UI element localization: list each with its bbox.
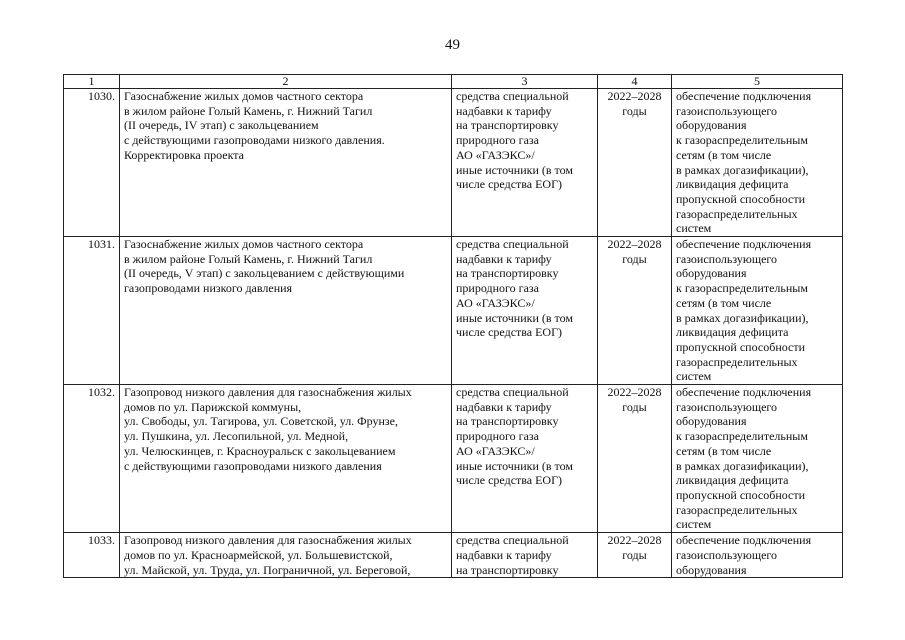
object-name: Газоснабжение жилых домов частного сектора в жилом районе Голый Камень, г. Нижний Тагил (II очередь, IV этап) с закольцеванием с действующими газопроводами низкого давления. Корректировка проекта — [120, 89, 452, 237]
expected-result: обеспечение подключения газоиспользующего оборудования — [672, 533, 843, 578]
row-number: 1031. — [64, 237, 120, 385]
table-row — [64, 533, 843, 578]
row-number: 1030. — [64, 89, 120, 237]
implementation-period: 2022–2028 годы — [598, 533, 672, 578]
table-header-row — [64, 75, 843, 89]
program-table — [63, 74, 843, 578]
expected-result: обеспечение подключения газоиспользующего оборудования к газораспределительным сетям (в том числе в рамках догазификации), ликвидация дефицита пропускной способности газораспределительных систем — [672, 385, 843, 533]
header-col-5: 5 — [672, 75, 843, 89]
implementation-period: 2022–2028 годы — [598, 89, 672, 237]
table-row — [64, 237, 843, 385]
header-col-3: 3 — [452, 75, 598, 89]
header-col-1: 1 — [64, 75, 120, 89]
row-number: 1033. — [64, 533, 120, 578]
funding-source: средства специальной надбавки к тарифу на транспортировку природного газа АО «ГАЗЭКС»/ иные источники (в том числе средства ЕОГ) — [452, 385, 598, 533]
object-name: Газоснабжение жилых домов частного сектора в жилом районе Голый Камень, г. Нижний Тагил (II очередь, V этап) с закольцеванием с действующими газопроводами низкого давления — [120, 237, 452, 385]
implementation-period: 2022–2028 годы — [598, 237, 672, 385]
expected-result: обеспечение подключения газоиспользующего оборудования к газораспределительным сетям (в том числе в рамках догазификации), ликвидация дефицита пропускной способности газораспределительных систем — [672, 237, 843, 385]
funding-source: средства специальной надбавки к тарифу на транспортировку природного газа АО «ГАЗЭКС»/ иные источники (в том числе средства ЕОГ) — [452, 89, 598, 237]
row-number: 1032. — [64, 385, 120, 533]
funding-source: средства специальной надбавки к тарифу на транспортировку — [452, 533, 598, 578]
implementation-period: 2022–2028 годы — [598, 385, 672, 533]
object-name: Газопровод низкого давления для газоснабжения жилых домов по ул. Красноармейской, ул. Большевистской, ул. Майской, ул. Труда, ул. Пограничной, ул. Береговой, — [120, 533, 452, 578]
funding-source: средства специальной надбавки к тарифу на транспортировку природного газа АО «ГАЗЭКС»/ иные источники (в том числе средства ЕОГ) — [452, 237, 598, 385]
table-row — [64, 385, 843, 533]
header-col-4: 4 — [598, 75, 672, 89]
object-name: Газопровод низкого давления для газоснабжения жилых домов по ул. Парижской коммуны, ул. Свободы, ул. Тагирова, ул. Советской, ул. Фрунзе, ул. Пушкина, ул. Лесопильной, ул. Медной, ул. Челюскинцев, г. Красноуральск с закольцеванием с действующими газопроводами низкого давления — [120, 385, 452, 533]
page-number: 49 — [445, 37, 460, 53]
table-row — [64, 89, 843, 237]
header-col-2: 2 — [120, 75, 452, 89]
expected-result: обеспечение подключения газоиспользующего оборудования к газораспределительным сетям (в том числе в рамках догазификации), ликвидация дефицита пропускной способности газораспределительных систем — [672, 89, 843, 237]
